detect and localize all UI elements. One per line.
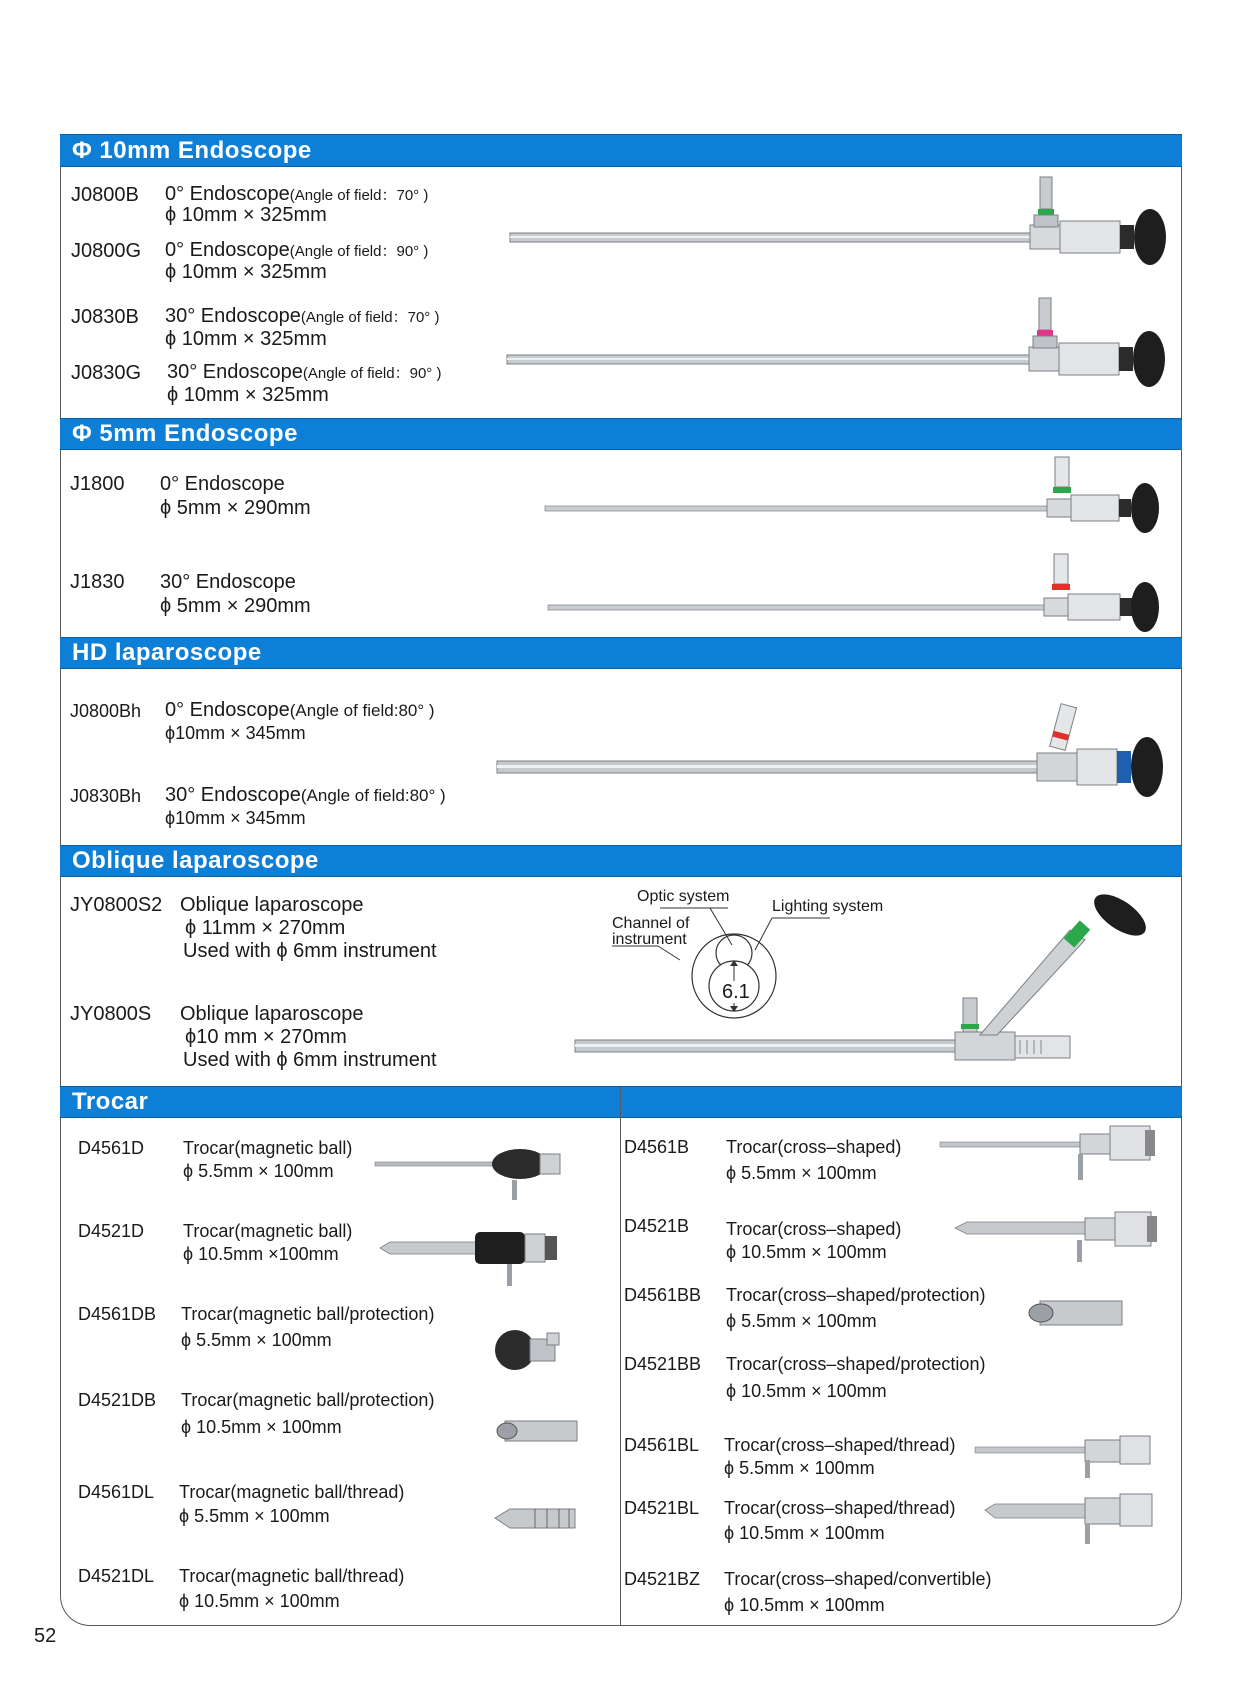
product-code: D4521BB — [624, 1354, 702, 1374]
product-title: Trocar(magnetic ball) — [183, 1138, 353, 1158]
product-size: ϕ 10.5mm ×100mm — [183, 1244, 339, 1264]
product-size: ϕ 10mm × 325mm — [167, 384, 329, 406]
product-size: ϕ 11mm × 270mm — [185, 917, 346, 939]
trocar-thread-5mm-image — [495, 1506, 580, 1536]
product-size: ϕ 10.5mm × 100mm — [181, 1417, 342, 1437]
section-header-oblique: Oblique laparoscope — [60, 845, 1182, 877]
section-header-hd: HD laparoscope — [60, 637, 1182, 669]
section-header-10mm: Φ 10mm Endoscope — [60, 134, 1182, 167]
product-title: Trocar(cross–shaped) — [726, 1137, 902, 1157]
product-title: 0° Endoscope(Angle of field：90° ) — [165, 239, 429, 261]
product-code: J1830 — [70, 571, 125, 593]
product-title: 30° Endoscope — [160, 571, 296, 593]
hd-laparoscope-image — [497, 705, 1167, 795]
product-title: Trocar(magnetic ball/protection) — [181, 1390, 435, 1410]
product-size: ϕ 5mm × 290mm — [160, 595, 311, 617]
trocar-magnetic-ball-5mm-image — [375, 1148, 585, 1208]
product-code: J0800B — [71, 184, 139, 206]
product-title: Trocar(magnetic ball/thread) — [179, 1482, 405, 1502]
product-size: ϕ 5.5mm × 100mm — [726, 1311, 877, 1331]
product-title: Trocar(cross–shaped/thread) — [724, 1498, 956, 1518]
product-title: Trocar(magnetic ball/protection) — [181, 1304, 435, 1324]
product-size: ϕ 10.5mm × 100mm — [726, 1381, 887, 1401]
trocar-column-divider — [620, 1088, 621, 1625]
trocar-cross-10mm-image — [955, 1208, 1160, 1273]
product-code: D4561D — [78, 1138, 145, 1158]
product-code: D4561B — [624, 1137, 690, 1157]
product-size: ϕ10 mm × 270mm — [185, 1026, 347, 1048]
diagram-label-channel: instrument — [612, 931, 687, 948]
product-code: JY0800S2 — [70, 894, 163, 916]
trocar-protection-5mm-image — [495, 1325, 565, 1375]
product-code: D4521DB — [78, 1390, 157, 1410]
product-code: J0830G — [71, 362, 142, 384]
product-title: Trocar(cross–shaped) — [726, 1219, 902, 1239]
diagram-label-channel: Channel of — [612, 915, 690, 932]
endoscope-0deg-image — [510, 175, 1170, 275]
product-code: D4521D — [78, 1221, 145, 1241]
product-title: Trocar(cross–shaped/thread) — [724, 1435, 956, 1455]
product-size: ϕ 10.5mm × 100mm — [724, 1523, 885, 1543]
product-size: ϕ 5mm × 290mm — [160, 497, 311, 519]
product-size: ϕ10mm × 345mm — [165, 723, 306, 743]
section-header-trocar: Trocar — [60, 1086, 1182, 1118]
product-code: D4521BL — [624, 1498, 700, 1518]
diagram-value: 6.1 — [722, 981, 750, 1003]
product-code: J1800 — [70, 473, 125, 495]
product-size: ϕ 5.5mm × 100mm — [724, 1458, 875, 1478]
product-code: D4561DL — [78, 1482, 155, 1502]
product-size: ϕ 5.5mm × 100mm — [183, 1161, 334, 1181]
product-code: J0800Bh — [70, 701, 142, 721]
trocar-cross-thread-10mm-image — [985, 1490, 1160, 1550]
oblique-laparoscope-image — [575, 900, 1175, 1070]
product-size: ϕ 10.5mm × 100mm — [179, 1591, 340, 1611]
product-size: ϕ 5.5mm × 100mm — [179, 1506, 330, 1526]
product-code: JY0800S — [70, 1003, 152, 1025]
product-size: ϕ 10.5mm × 100mm — [726, 1242, 887, 1262]
product-title: 30° Endoscope(Angle of field：90° ) — [167, 361, 442, 383]
product-code: J0830B — [71, 306, 139, 328]
product-size: ϕ 10mm × 325mm — [165, 261, 327, 283]
product-title: Trocar(cross–shaped/protection) — [726, 1354, 986, 1374]
product-code: D4561BL — [624, 1435, 700, 1455]
product-size: ϕ 10mm × 325mm — [165, 204, 327, 226]
page-number: 52 — [34, 1625, 57, 1647]
product-code: J0830Bh — [70, 786, 142, 806]
product-title: Trocar(magnetic ball/thread) — [179, 1566, 405, 1586]
product-title: 30° Endoscope(Angle of field：70° ) — [165, 305, 440, 327]
product-size: ϕ10mm × 345mm — [165, 808, 306, 828]
product-usage: Used with ϕ 6mm instrument — [183, 940, 437, 962]
section-header-5mm: Φ 5mm Endoscope — [60, 418, 1182, 450]
trocar-cross-thread-5mm-image — [975, 1432, 1160, 1482]
product-size: ϕ 5.5mm × 100mm — [726, 1163, 877, 1183]
product-code: J0800G — [71, 240, 142, 262]
diagram-label-lighting: Lighting system — [772, 898, 884, 915]
product-title: Oblique laparoscope — [180, 1003, 364, 1025]
product-size: ϕ 10.5mm × 100mm — [724, 1595, 885, 1615]
trocar-magnetic-ball-10mm-image — [380, 1228, 585, 1298]
product-title: Trocar(magnetic ball) — [183, 1221, 353, 1241]
product-usage: Used with ϕ 6mm instrument — [183, 1049, 437, 1071]
product-code: D4561DB — [78, 1304, 157, 1324]
endoscope-5mm-30deg-image — [548, 552, 1165, 632]
trocar-cross-protection-image — [1025, 1297, 1125, 1332]
endoscope-30deg-image — [507, 298, 1172, 398]
product-code: D4521DL — [78, 1566, 155, 1586]
product-title: 30° Endoscope(Angle of field:80° ) — [165, 784, 446, 806]
product-title: Oblique laparoscope — [180, 894, 364, 916]
product-size: ϕ 5.5mm × 100mm — [181, 1330, 332, 1350]
product-size: ϕ 10mm × 325mm — [165, 328, 327, 350]
trocar-protection-10mm-image — [495, 1418, 580, 1448]
product-title: Trocar(cross–shaped/convertible) — [724, 1569, 992, 1589]
product-title: Trocar(cross–shaped/protection) — [726, 1285, 986, 1305]
diagram-label-optic: Optic system — [637, 888, 730, 905]
trocar-cross-5mm-image — [940, 1120, 1160, 1190]
product-code: D4521B — [624, 1216, 690, 1236]
product-title: 0° Endoscope(Angle of field：70° ) — [165, 183, 429, 205]
product-title: 0° Endoscope — [160, 473, 285, 495]
product-code: D4521BZ — [624, 1569, 701, 1589]
product-title: 0° Endoscope(Angle of field:80° ) — [165, 699, 435, 721]
product-code: D4561BB — [624, 1285, 702, 1305]
endoscope-5mm-0deg-image — [545, 455, 1165, 535]
